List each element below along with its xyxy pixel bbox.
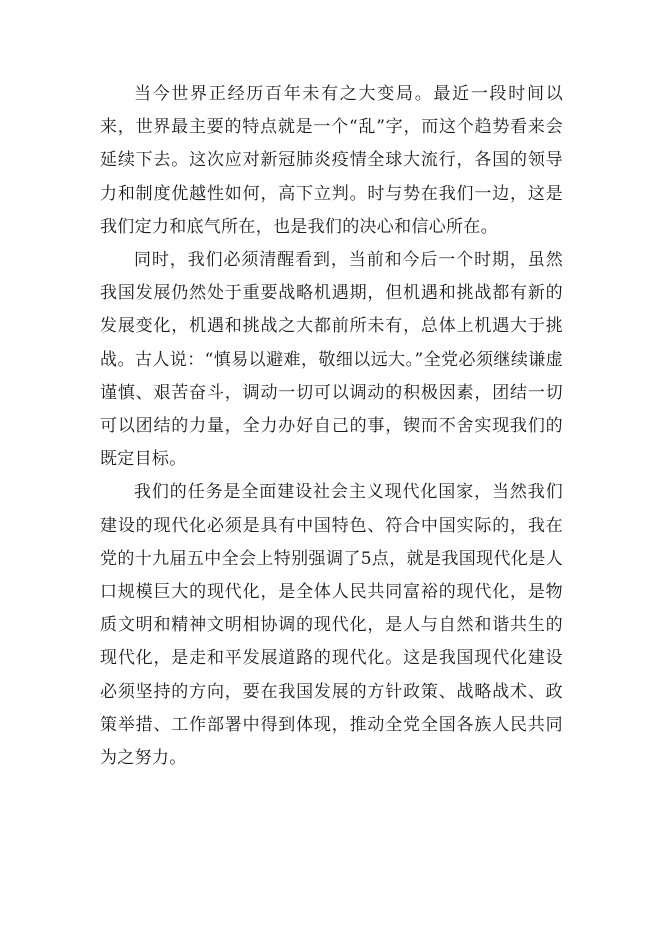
paragraph-2: 同时，我们必须清醒看到，当前和今后一个时期，虽然我国发展仍然处于重要战略机遇期，但机遇和挑战都有新的发展变化，机遇和挑战之大都前所未有，总体上机遇大于挑战。古人说：“慎易以避难，敬细以远大。”全党必须继续谦虚谨慎、艰苦奋斗，调动一切可以调动的积极因素，团结一切可以团结的力量，全力办好自己的事，锲而不舍实现我们的既定目标。: [100, 250, 563, 470]
paragraph-3: 我们的任务是全面建设社会主义现代化国家，当然我们建设的现代化必须是具有中国特色、符合中国实际的，我在党的十九届五中全会上特别强调了5点，就是我国现代化是人口规模巨大的现代化，是全体人民共同富裕的现代化，是物质文明和精神文明相协调的现代化，是人与自然和谐共生的现代化，是走和平发展道路的现代化。这是我国现代化建设必须坚持的方向，要在我国发展的方针政策、战略战术、政策举措、工作部署中得到体现，推动全党全国各族人民共同为之努力。: [100, 482, 563, 769]
document-body: [100, 78, 563, 775]
paragraph-1: 当今世界正经历百年未有之大变局。最近一段时间以来，世界最主要的特点就是一个“乱”字，而这个趋势看来会延续下去。这次应对新冠肺炎疫情全球大流行，各国的领导力和制度优越性如何，高下立判。时与势在我们一边，这是我们定力和底气所在，也是我们的决心和信心所在。: [100, 84, 563, 237]
